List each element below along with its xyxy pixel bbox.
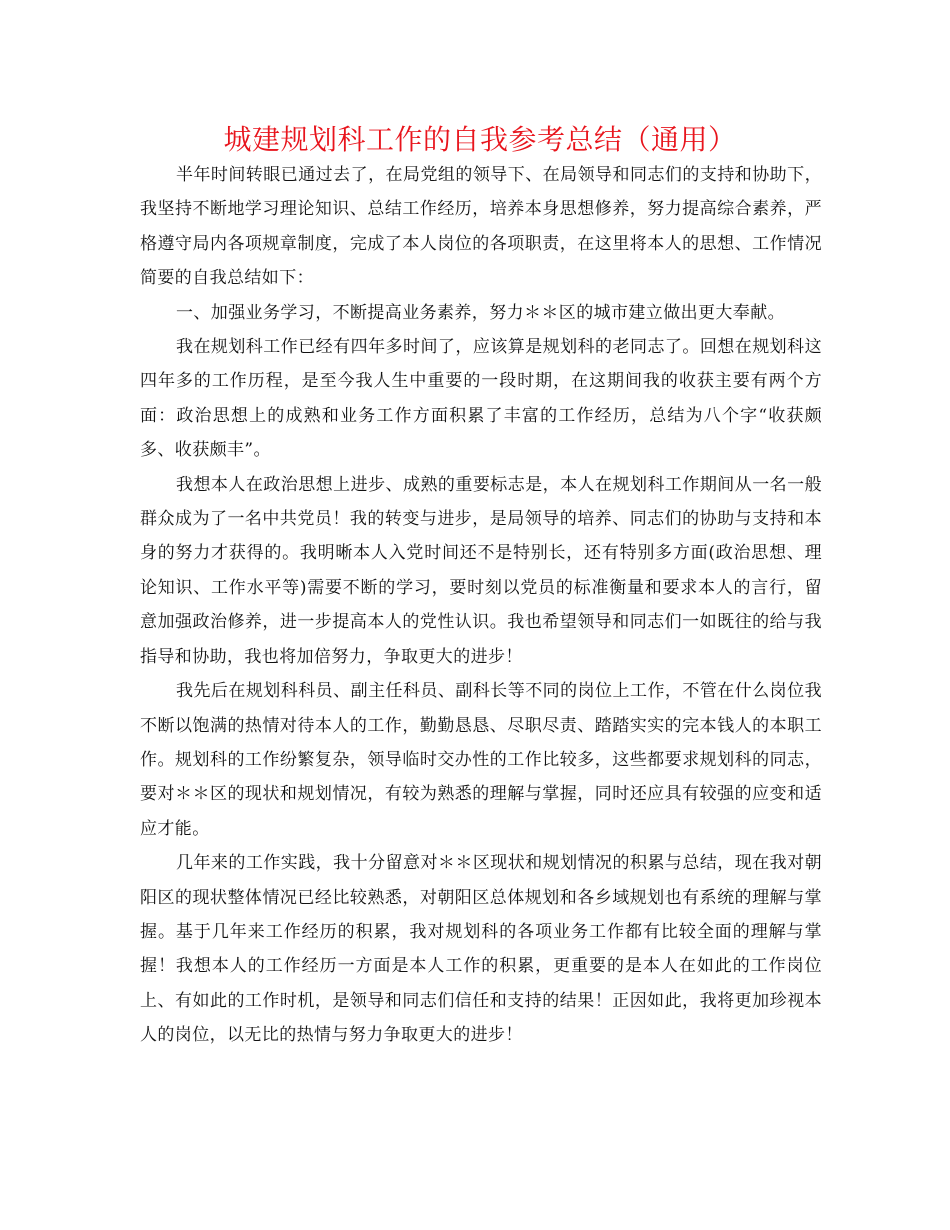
paragraph-section-heading: 一、加强业务学习，不断提高业务素养，努力＊＊区的城市建立做出更大奉献。 [176, 302, 785, 323]
paragraph-intro: 半年时间转眼已通过去了，在局党组的领导下、在局领导和同志们的支持和协助下，我坚持不断地学习理论知识、总结工作经历，培养本身思想修养，努力提高综合素养，严格遵守局内各项规章制度，完成了本人岗位的各项职责，在这里将本人的思想、工作情况简要的自我总结如下： [140, 165, 822, 289]
document-title: 城建规划科工作的自我参考总结（通用） [223, 123, 737, 156]
paragraph-work-history: 我在规划科工作已经有四年多时间了，应该算是规划科的老同志了。回想在规划科这四年多的工作历程，是至今我人生中重要的一段时期，在这期间我的收获主要有两个方面：政治思想上的成熟和业务工作方面积累了丰富的工作经历，总结为八个字“收获颇多、收获颇丰”。 [140, 337, 822, 461]
paragraph-positions: 我先后在规划科科员、副主任科员、副科长等不同的岗位上工作，不管在什么岗位我不断以饱满的热情对待本人的工作，勤勤恳恳、尽职尽责、踏踏实实的完本钱人的本职工作。规划科的工作纷繁复杂，领导临时交办性的工作比较多，这些都要求规划科的同志，要对＊＊区的现状和规划情况，有较为熟悉的理解与掌握，同时还应具有较强的应变和适应才能。 [140, 681, 822, 839]
paragraph-experience: 几年来的工作实践，我十分留意对＊＊区现状和规划情况的积累与总结，现在我对朝阳区的现状整体情况已经比较熟悉，对朝阳区总体规划和各乡域规划也有系统的理解与掌握。基于几年来工作经历的积累，我对规划科的各项业务工作都有比较全面的理解与掌握！我想本人的工作经历一方面是本人工作的积累，更重要的是本人在如此的工作岗位上、有如此的工作时机，是领导和同志们信任和支持的结果！正因如此，我将更加珍视本人的岗位，以无比的热情与努力争取更大的进步！ [140, 853, 822, 1046]
document-body [140, 158, 822, 1053]
paragraph-political-progress: 我想本人在政治思想上进步、成熟的重要标志是，本人在规划科工作期间从一名一般群众成为了一名中共党员！我的转变与进步，是局领导的培养、同志们的协助与支持和本身的努力才获得的。我明晰本人入党时间还不是特别长，还有特别多方面(政治思想、理论知识、工作水平等)需要不断的学习，要时刻以党员的标准衡量和要求本人的言行，留意加强政治修养，进一步提高本人的党性认识。我也希望领导和同志们一如既往的给与我指导和协助，我也将加倍努力，争取更大的进步！ [140, 474, 822, 667]
